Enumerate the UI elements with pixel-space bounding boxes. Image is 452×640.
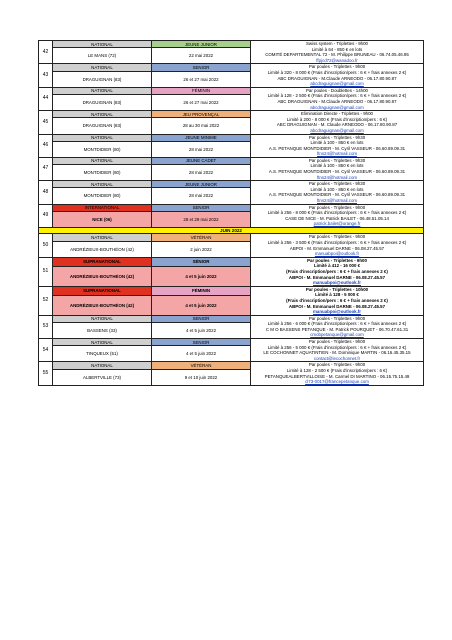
- level-label: NATIONAL: [53, 339, 152, 346]
- competition-number: 43: [39, 64, 53, 87]
- level-label: NATIONAL: [53, 181, 152, 188]
- competition-info: [251, 257, 424, 286]
- date-label: 28 mai 2022: [152, 141, 251, 157]
- category-label: VÉTÉRAN: [152, 234, 251, 241]
- competition-info: [251, 64, 424, 87]
- category-label: JEU PROVENÇAL: [152, 111, 251, 118]
- competition-number: 55: [39, 362, 53, 385]
- info-line: A.S. PETANQUE MONTDIDIER - M. Cyril VASSEUR - 06.60.89.09.31: [268, 192, 406, 198]
- info-line: Par poules - Triplettes - 9h00: [308, 362, 366, 368]
- info-line: CASE DE NICE - M. Patrick BAILET - 06.48.51.05.14: [285, 215, 389, 221]
- info-line: Limité à 200 - 8 000 € (Frais d'inscription/pers : 6 €): [286, 116, 388, 122]
- info-line: Limité à 128 - 5 000 €: [315, 292, 359, 298]
- contact-email-link[interactable]: contact@lecochonnet.fr: [313, 355, 361, 361]
- info-line: Limité à 256 - 5 000 € (Frais d'inscription/pers : 6 € + frais annexes 2 €): [267, 344, 407, 350]
- category-label: JEUNE CADET: [152, 157, 251, 164]
- info-line: ABC DRAGUIGNAN - M.Claude ARNEODO - 06.17.80.90.87: [277, 75, 397, 81]
- city-label: NICE (06): [53, 211, 152, 227]
- info-line: C M O BASSENS PETANQUE - M. Patrick POURQUET - 06.70.47.61.31: [265, 326, 409, 332]
- level-label: NATIONAL: [53, 315, 152, 322]
- competition-info: [251, 339, 424, 362]
- category-label: SÉNIOR: [152, 257, 251, 266]
- competition-number: 54: [39, 339, 53, 362]
- city-label: MONTDIDIER (80): [53, 165, 152, 181]
- info-line: Limité à 256 - 3 500 € (Frais d'inscription/pers : 6 € + frais annexes 2 €): [267, 239, 407, 245]
- city-label: ANDRÉZIEUX-BOUTHÉON (42): [53, 295, 152, 315]
- city-label: TINQUEUX (51): [53, 346, 152, 362]
- calendar-sheet: [38, 40, 419, 386]
- date-label: 28 au 30 mai 2022: [152, 118, 251, 134]
- info-line: Par poules - Triplettes - 10h00: [305, 286, 369, 292]
- date-label: 4 et 5 juin 2022: [152, 266, 251, 286]
- category-label: JEUNE JUNIOR: [152, 181, 251, 188]
- contact-email-link[interactable]: abcdraguignan@gmail.com: [310, 81, 364, 87]
- info-line: Par poules - Triplettes - 9h00: [307, 257, 367, 263]
- city-label: MONTDIDIER (80): [53, 141, 152, 157]
- info-line: ABC DRAGUIGNAN - M. Claude ARNEODO - 06.17.80.90.87: [276, 122, 398, 128]
- competition-row: [39, 64, 424, 71]
- info-line: Limité à 412 - 16 000 €: [313, 263, 361, 269]
- info-line: (Frais d'inscription/pers : 6 € + frais annexes 2 €): [286, 268, 388, 274]
- level-label: SUPRANATIONAL: [53, 286, 152, 295]
- contact-email-link[interactable]: cl73-0017@francepetanque.com: [305, 379, 369, 385]
- contact-email-link[interactable]: abcdraguignan@gmail.com: [310, 104, 364, 110]
- city-label: ANDRÉZIEUX-BOUTHÉON (42): [53, 241, 152, 257]
- info-line: ABPOI - M. Emmanuel DARNE - 06.08.27.45.57: [289, 245, 385, 251]
- category-label: SENIOR: [152, 315, 251, 322]
- info-line: ABC DRAGUIGNAN - M.Claude ARNEODO - 06.17.80.90.87: [277, 98, 397, 104]
- competition-info: [251, 286, 424, 315]
- competition-row: [39, 286, 424, 295]
- competition-number: 51: [39, 257, 53, 286]
- info-line: Limité à 128 - 2 500 € (Frais d'inscription/pers : 6 €): [286, 368, 388, 374]
- date-label: 26 et 27 mai 2022: [152, 94, 251, 110]
- level-label: NATIONAL: [53, 234, 152, 241]
- contact-email-link[interactable]: manuabpoi@outlook.fr: [313, 280, 361, 286]
- competition-number: 49: [39, 204, 53, 227]
- competition-row: [39, 181, 424, 188]
- competition-info: [251, 157, 424, 180]
- competition-number: 50: [39, 234, 53, 257]
- date-label: 4 et 5 juin 2022: [152, 322, 251, 338]
- date-label: 28 et 29 mai 2022: [152, 211, 251, 227]
- level-label: NATIONAL: [53, 64, 152, 71]
- info-line: Limité à 100 - 850 € en lots: [310, 140, 364, 146]
- info-line: Par poules - Triplettes - 9h30: [308, 181, 366, 187]
- info-line: COMITÉ DEPARTEMENTAL 72 - M. Philippe BRUNEAU - 06.74.05.46.95: [265, 52, 409, 58]
- city-label: MONTDIDIER (80): [53, 188, 152, 204]
- competition-row: [39, 257, 424, 266]
- info-line: Limité à 128 - 2 500 € (Frais d'inscription/pers : 6 € + frais annexes 2 €): [267, 93, 407, 99]
- date-label: 22 mai 2022: [152, 48, 251, 64]
- level-label: NATIONAL: [53, 134, 152, 141]
- city-label: LE MANS (72): [53, 48, 152, 64]
- info-line: Elimination Directe - Triplettes - 9h00: [301, 111, 373, 117]
- competition-table: [38, 40, 424, 386]
- contact-email-link[interactable]: cmobpetanque@gmail.com: [310, 332, 364, 338]
- level-label: NATIONAL: [53, 362, 152, 369]
- info-line: Par poules - Triplettes - 9h00: [308, 315, 366, 321]
- competition-row: [39, 87, 424, 94]
- city-label: DRAGUIGNAN (83): [53, 94, 152, 110]
- info-line: ABPOI - M. Emmanuel DARNE - 06.08.27.45.57: [288, 303, 386, 309]
- info-line: Limité à 256 - 8 000 € (Frais d'inscription/pers : 6 € + frais annexes 2 €): [267, 210, 407, 216]
- level-label: NATIONAL: [53, 157, 152, 164]
- competition-row: [39, 41, 424, 48]
- info-line: Limité à 100 - 850 € en lots: [310, 186, 364, 192]
- date-label: 28 mai 2022: [152, 165, 251, 181]
- info-line: Par poules - Triplettes - 9h00: [308, 204, 366, 210]
- competition-info: [251, 41, 424, 64]
- competition-row: [39, 134, 424, 141]
- info-line: A.S. PETANQUE MONTDIDIER - M. Cyril VASSEUR - 06.60.89.09.31: [268, 145, 406, 151]
- category-label: FÉMININ: [152, 87, 251, 94]
- info-line: Par poules - Triplettes - 9h00: [308, 339, 366, 345]
- contact-email-link[interactable]: abcdraguignan@gmail.com: [310, 127, 364, 133]
- contact-email-link[interactable]: ftns24@hotmail.com: [316, 174, 358, 180]
- competition-row: [39, 315, 424, 322]
- contact-email-link[interactable]: ffpjcd72@wanadoo.fr: [316, 57, 358, 63]
- category-label: FÉMININ: [152, 286, 251, 295]
- competition-row: [39, 339, 424, 346]
- date-label: 28 mai 2022: [152, 188, 251, 204]
- category-label: JEUNE MINIME: [152, 134, 251, 141]
- info-line: Par poules - Triplettes - 9h00: [308, 64, 366, 70]
- competition-info: [251, 111, 424, 134]
- competition-number: 42: [39, 41, 53, 64]
- competition-info: [251, 315, 424, 338]
- level-label: NATIONAL: [53, 87, 152, 94]
- contact-email-link[interactable]: manuabpoi@outlook.fr: [314, 251, 360, 257]
- competition-number: 46: [39, 134, 53, 157]
- category-label: VÉTÉRAN: [152, 362, 251, 369]
- competition-number: 45: [39, 111, 53, 134]
- date-label: 26 et 27 mai 2022: [152, 71, 251, 87]
- month-label: JUIN 2022: [39, 228, 424, 234]
- level-label: INTERNATIONAL: [53, 204, 152, 211]
- competition-info: [251, 87, 424, 110]
- competition-row: [39, 111, 424, 118]
- competition-number: 44: [39, 87, 53, 110]
- info-line: LE COCHONNET AQUATINTIEN - M. Dominique MARTIN - 06.16.45.35.15: [263, 350, 411, 356]
- info-line: Limité à 64 - 850 € en lots: [311, 46, 363, 52]
- competition-number: 48: [39, 181, 53, 204]
- contact-email-link[interactable]: manuabpoi@outlook.fr: [313, 309, 361, 315]
- city-label: DRAGUIGNAN (83): [53, 118, 152, 134]
- info-line: A.S. PETANQUE MONTDIDIER - M. Cyril VASSEUR - 06.60.89.09.31: [268, 169, 406, 175]
- info-line: Par poules - Triplettes - 9h30: [308, 134, 366, 140]
- category-label: JEUNE JUNIOR: [152, 41, 251, 48]
- competition-info: [251, 181, 424, 204]
- competition-info: [251, 234, 424, 257]
- contact-email-link[interactable]: ftns24@hotmail.com: [316, 198, 358, 204]
- info-line: Limité à 256 - 6 000 € (Frais d'inscription/pers : 6 € + frais annexes 2 €): [267, 321, 407, 327]
- date-label: 4 et 5 juin 2022: [152, 295, 251, 315]
- info-line: Par poules - Triplettes - 9h00: [308, 234, 366, 240]
- competition-info: [251, 134, 424, 157]
- info-line: PETANQUEALBERTVILLOISE - M. Carmel DI MARTINO - 06.15.75.15.49: [264, 373, 410, 379]
- competition-number: 53: [39, 315, 53, 338]
- date-label: 9 et 10 juin 2022: [152, 369, 251, 385]
- date-label: 4 et 5 juin 2022: [152, 346, 251, 362]
- contact-email-link[interactable]: ftns24@hotmail.com: [316, 151, 358, 157]
- contact-email-link[interactable]: patrick.bailet@orange.fr: [313, 221, 361, 227]
- info-line: (Frais d'inscription/pers : 6 € + frais annexes 2 €): [286, 297, 388, 303]
- category-label: SENIOR: [152, 204, 251, 211]
- city-label: BASSENS (33): [53, 322, 152, 338]
- info-line: Limité à 100 - 850 € en lots: [310, 163, 364, 169]
- competition-row: [39, 157, 424, 164]
- competition-number: 47: [39, 157, 53, 180]
- competition-row: [39, 234, 424, 241]
- category-label: SENIOR: [152, 64, 251, 71]
- competition-info: [251, 204, 424, 227]
- category-label: SENIOR: [152, 339, 251, 346]
- info-line: Par poules - Triplettes - 9h30: [308, 157, 366, 163]
- level-label: NATIONAL: [53, 41, 152, 48]
- competition-number: 52: [39, 286, 53, 315]
- level-label: NATIONAL: [53, 111, 152, 118]
- info-line: Swiss system - Triplettes - 9h00: [306, 41, 368, 46]
- info-line: Limité à 320 - 8 000 € (Frais d'inscription/pers : 6 € + frais annexes 2 €): [267, 69, 407, 75]
- info-line: Par poules - Doublettes - 14h00: [306, 87, 368, 93]
- city-label: ALBERTVILLE (73): [53, 369, 152, 385]
- info-line: ABPOI - M. Emmanuel DARNE - 06.08.27.45.57: [288, 274, 386, 280]
- competition-row: [39, 362, 424, 369]
- level-label: SUPRANATIONAL: [53, 257, 152, 266]
- city-label: ANDRÉZIEUX-BOUTHÉON (42): [53, 266, 152, 286]
- city-label: DRAGUIGNAN (83): [53, 71, 152, 87]
- competition-info: [251, 362, 424, 385]
- date-label: 2 juin 2022: [152, 241, 251, 257]
- competition-row: [39, 204, 424, 211]
